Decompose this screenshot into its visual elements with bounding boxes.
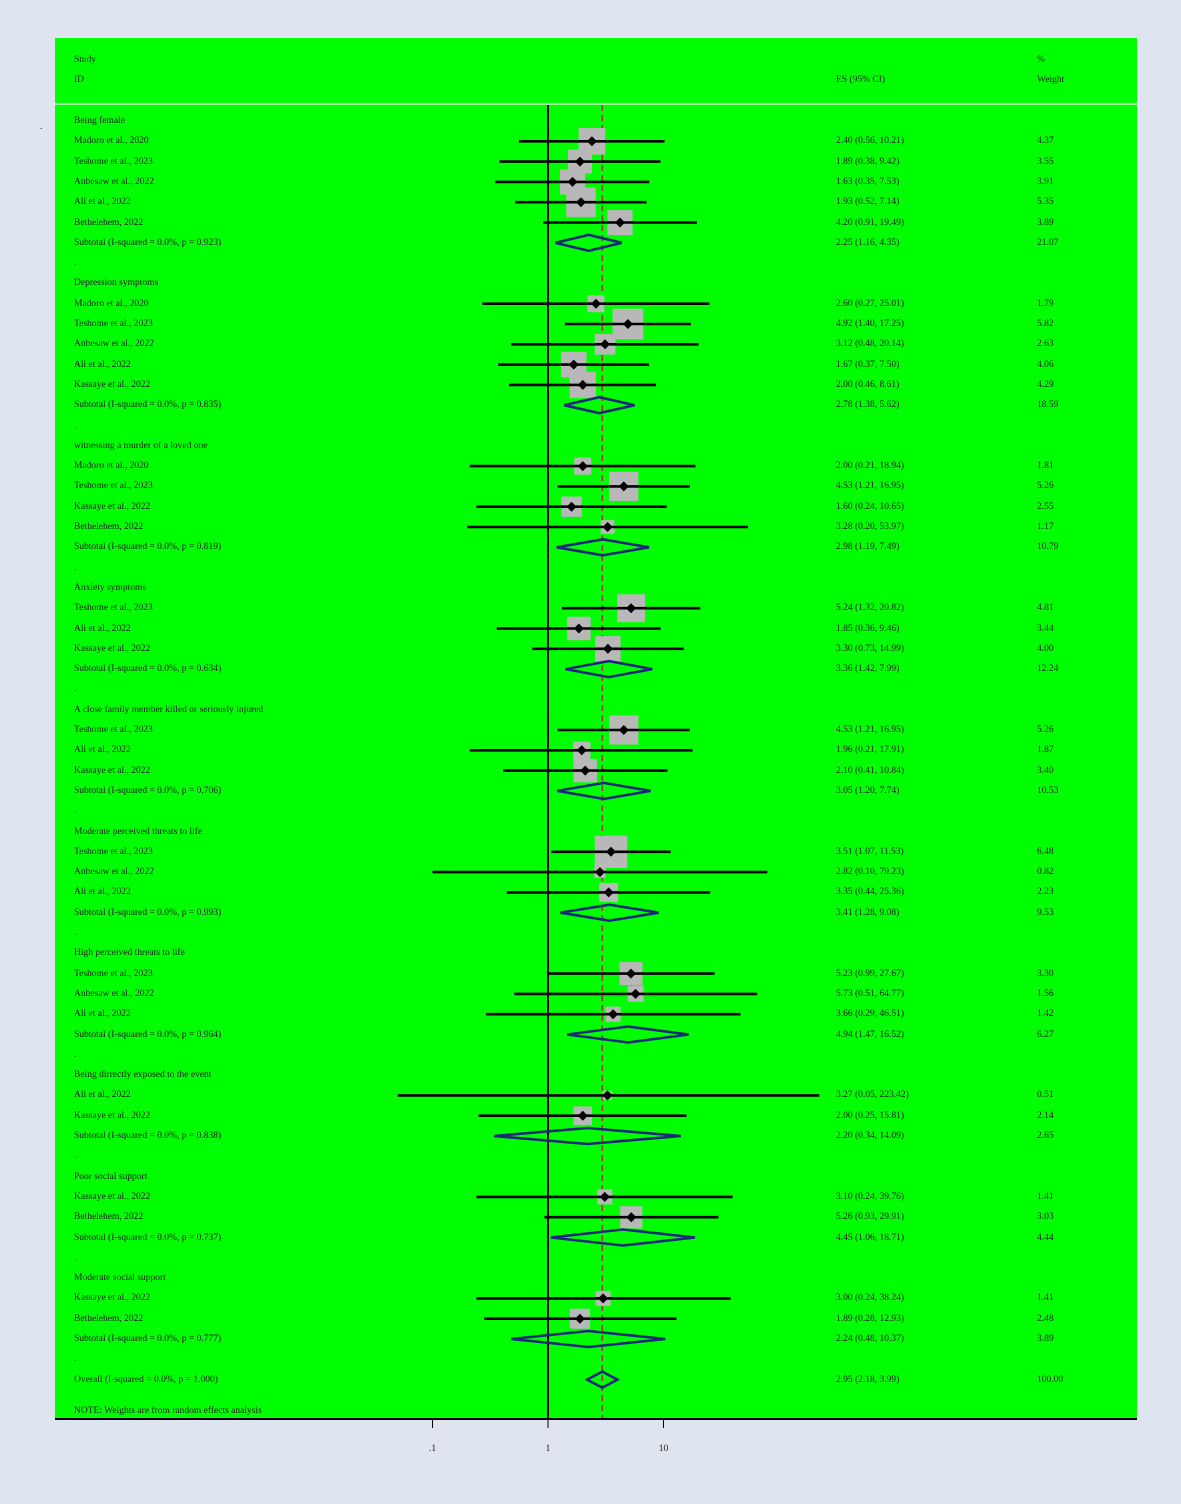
- subtotal-label: Subtotal (I-squared = 0.0%, p = 0.819): [74, 542, 222, 553]
- weight-value: 2.55: [1037, 501, 1054, 512]
- es-ci-value: 5.24 (1.32, 20.82): [836, 603, 905, 614]
- weight-value: 2.65: [1037, 1131, 1054, 1141]
- study-label: Teshome et al., 2023: [74, 156, 153, 167]
- study-label: Anbesaw et al., 2022: [74, 339, 154, 350]
- es-ci-value: 3.30 (0.73, 14.99): [836, 643, 905, 654]
- es-ci-value: 2.78 (1.38, 5.62): [836, 400, 900, 411]
- es-ci-value: 1.63 (0.35, 7.53): [836, 176, 900, 187]
- study-label: Ali et al., 2022: [74, 197, 131, 208]
- weight-value: 1.79: [1037, 298, 1054, 309]
- es-ci-value: 3.28 (0.20, 53.97): [836, 522, 905, 532]
- study-label: Ali et al., 2022: [74, 1009, 131, 1020]
- es-ci-value: 3.41 (1.28, 9.08): [836, 907, 900, 918]
- es-ci-value: 3.51 (1.07, 11.53): [836, 846, 904, 857]
- weight-value: 1.56: [1037, 988, 1054, 999]
- x-tick-label: 1: [545, 1444, 551, 1454]
- weight-value: 1.41: [1037, 1293, 1054, 1304]
- es-ci-value: 3.27 (0.05, 223.42): [836, 1090, 909, 1101]
- study-label: Madoro et al., 2020: [74, 461, 149, 472]
- overall-label: Overall (I-squared = 0.0%, p = 1.000): [74, 1374, 218, 1385]
- es-ci-value: 1.67 (0.37, 7.50): [836, 359, 900, 370]
- study-label: Anbesaw et al., 2022: [74, 176, 154, 187]
- es-ci-value: 2.00 (0.21, 18.94): [836, 461, 905, 472]
- header-es: ES (95% CI): [836, 75, 886, 85]
- group-label: Being female: [74, 116, 125, 126]
- study-label: Ali et al., 2022: [74, 359, 131, 370]
- subtotal-diamond: [511, 1331, 665, 1347]
- es-ci-value: 1.93 (0.52, 7.14): [836, 197, 900, 208]
- es-ci-value: 2.20 (0.34, 14.09): [836, 1131, 905, 1141]
- study-label: Teshome et al., 2023: [74, 846, 153, 857]
- subtotal-label: Subtotal (I-squared = 0.0%, p = 0.634): [74, 664, 222, 675]
- weight-value: 2.63: [1037, 339, 1054, 350]
- subtotal-label: Subtotal (I-squared = 0.0%, p = 0.838): [74, 1131, 222, 1141]
- weight-value: 5.26: [1037, 725, 1054, 735]
- es-ci-value: 2.10 (0.41, 10.84): [836, 765, 905, 776]
- subtotal-label: Subtotal (I-squared = 0.0%, p = 0.737): [74, 1232, 222, 1243]
- study-label: Madoro et al., 2020: [74, 136, 149, 147]
- header-weight: Weight: [1037, 75, 1065, 85]
- study-label: Teshome et al., 2023: [74, 481, 153, 492]
- subtotal-diamond: [494, 1128, 681, 1144]
- subtotal-diamond: [557, 783, 651, 799]
- study-label: Kassaye et al., 2022: [74, 765, 151, 776]
- subtotal-diamond: [566, 661, 653, 677]
- weight-value: 4.81: [1037, 603, 1054, 614]
- weight-value: 2.23: [1037, 887, 1054, 898]
- weight-value: 2.48: [1037, 1313, 1054, 1324]
- weight-value: 4.06: [1037, 359, 1054, 370]
- study-label: Madoro et al., 2020: [74, 298, 149, 309]
- study-label: Kassaye et al., 2022: [74, 1293, 151, 1304]
- weight-value: 1.41: [1037, 1191, 1054, 1202]
- subtotal-label: Subtotal (I-squared = 0.0%, p = 0.706): [74, 785, 222, 796]
- es-ci-value: 2.40 (0.56, 10.21): [836, 136, 905, 147]
- weight-value: 3.40: [1037, 765, 1054, 776]
- subtotal-label: Subtotal (I-squared = 0.0%, p = 0.923): [74, 237, 222, 248]
- es-ci-value: 2.00 (0.46, 8.61): [836, 379, 900, 390]
- weight-value: 21.07: [1037, 237, 1059, 248]
- es-ci-value: 2.00 (0.25, 15.81): [836, 1110, 905, 1121]
- study-label: Bethelehem, 2022: [74, 217, 144, 228]
- weight-value: 4.44: [1037, 1232, 1054, 1243]
- subtotal-diamond: [564, 397, 634, 413]
- weight-value: 1.81: [1037, 461, 1054, 472]
- study-label: Bethelehem, 2022: [74, 1313, 144, 1324]
- weight-value: 4.29: [1037, 379, 1054, 390]
- weight-value: 5.26: [1037, 481, 1054, 492]
- subtotal-label: Subtotal (I-squared = 0.0%, p = 0.964): [74, 1029, 222, 1040]
- x-tick-label: .1: [428, 1444, 437, 1454]
- spacer-dot: .: [74, 1354, 77, 1365]
- es-ci-value: 3.66 (0.29, 46.51): [836, 1009, 905, 1020]
- subtotal-label: Subtotal (I-squared = 0.0%, p = 0.993): [74, 907, 222, 918]
- es-ci-value: 3.00 (0.24, 38.24): [836, 1293, 905, 1304]
- weight-value: 10.79: [1037, 542, 1059, 553]
- group-label: Moderate social support: [74, 1273, 166, 1284]
- es-ci-value: 2.98 (1.19, 7.49): [836, 542, 900, 553]
- study-label: Ali et al., 2022: [74, 887, 131, 898]
- study-label: Kassaye et al., 2022: [74, 501, 151, 512]
- es-ci-value: 4.53 (1.21, 16.95): [836, 725, 905, 735]
- es-ci-value: 1.96 (0.21, 17.91): [836, 745, 905, 756]
- weight-value: 3.89: [1037, 1334, 1054, 1344]
- note-text: NOTE: Weights are from random effects analysis: [74, 1406, 262, 1416]
- group-label: High perceived threats to life: [74, 948, 185, 959]
- subtotal-diamond: [555, 235, 621, 251]
- subtotal-label: Subtotal (I-squared = 0.0%, p = 0.777): [74, 1334, 222, 1344]
- study-label: Kassaye et al., 2022: [74, 1191, 151, 1202]
- study-label: Teshome et al., 2023: [74, 968, 153, 979]
- study-label: Ali et al., 2022: [74, 623, 131, 634]
- weight-value: 18.59: [1037, 400, 1059, 411]
- subtotal-label: Subtotal (I-squared = 0.0%, p = 0.835): [74, 400, 222, 411]
- group-label: Being dirrectly exposed to the event: [74, 1070, 212, 1081]
- group-label: witnessing a murder of a loved one: [74, 440, 208, 451]
- es-ci-value: 3.36 (1.42, 7.99): [836, 664, 900, 675]
- es-ci-value: 2.24 (0.48, 10.37): [836, 1334, 905, 1344]
- es-ci-value: 5.23 (0.99, 27.67): [836, 968, 905, 979]
- weight-value: 1.87: [1037, 745, 1054, 756]
- es-ci-value: 3.35 (0.44, 25.36): [836, 887, 905, 898]
- header-id: ID: [74, 75, 85, 85]
- es-ci-value: 1.60 (0.24, 10.65): [836, 501, 905, 512]
- weight-value: 3.55: [1037, 156, 1054, 167]
- es-ci-value: 1.85 (0.36, 9.46): [836, 623, 900, 634]
- es-ci-value: 2.25 (1.16, 4.35): [836, 237, 900, 248]
- study-label: Kassaye et al., 2022: [74, 379, 151, 390]
- weight-value: 5.82: [1037, 319, 1054, 329]
- weight-value: 6.48: [1037, 846, 1054, 857]
- weight-value: 3.91: [1037, 176, 1054, 187]
- spacer-dot: .: [74, 806, 77, 817]
- spacer-dot: .: [74, 928, 77, 938]
- study-label: Anbesaw et al., 2022: [74, 867, 154, 878]
- group-label: Moderate perceived threats to life: [74, 826, 203, 837]
- weight-value: 4.37: [1037, 136, 1054, 147]
- study-label: Teshome et al., 2023: [74, 725, 153, 735]
- spacer-dot: .: [74, 420, 77, 431]
- study-label: Bethelehem, 2022: [74, 1212, 144, 1223]
- es-ci-value: 4.92 (1.40, 17.25): [836, 319, 905, 329]
- weight-value: 1.17: [1037, 522, 1054, 532]
- subtotal-diamond: [551, 1230, 695, 1246]
- es-ci-value: 3.12 (0.48, 20.14): [836, 339, 905, 350]
- weight-value: 9.53: [1037, 907, 1054, 918]
- group-label: Depression symptoms: [74, 278, 159, 289]
- es-ci-value: 5.26 (0.93, 29.91): [836, 1212, 905, 1223]
- subtotal-diamond: [560, 905, 658, 921]
- weight-value: 1.42: [1037, 1009, 1054, 1020]
- group-label: A close family member killed or seriously injured: [74, 704, 264, 715]
- weight-value: 0.82: [1037, 867, 1054, 878]
- weight-value: 10.53: [1037, 785, 1059, 796]
- study-label: Kassaye et al., 2022: [74, 1110, 151, 1121]
- es-ci-value: 2.82 (0.10, 79.23): [836, 867, 905, 878]
- header-study: Study: [74, 55, 97, 65]
- weight-value: 4.00: [1037, 643, 1054, 654]
- x-tick-label: 10: [658, 1444, 669, 1454]
- subtotal-diamond: [567, 1027, 688, 1043]
- study-label: Bethelehem, 2022: [74, 522, 144, 532]
- weight-value: 3.30: [1037, 968, 1054, 979]
- weight-value: 12.24: [1037, 664, 1059, 675]
- spacer-dot: .: [74, 1049, 77, 1060]
- spacer-dot: .: [74, 258, 77, 269]
- weight-value: 3.03: [1037, 1212, 1054, 1223]
- spacer-dot: .: [74, 562, 77, 573]
- spacer-dot: .: [74, 684, 77, 695]
- study-label: Teshome et al., 2023: [74, 603, 153, 614]
- study-label: Ali et al., 2022: [74, 745, 131, 756]
- group-label: Poor social support: [74, 1171, 148, 1182]
- study-label: Anbesaw et al., 2022: [74, 988, 154, 999]
- es-ci-value: 4.20 (0.91, 19.49): [836, 217, 905, 228]
- weight-value: 6.27: [1037, 1029, 1054, 1040]
- group-label: Anxiety symptoms: [74, 582, 147, 593]
- study-label: Teshome et al., 2023: [74, 319, 153, 329]
- stray-dot: .: [40, 121, 43, 132]
- es-ci-value: 1.89 (0.28, 12.93): [836, 1313, 905, 1324]
- weight-value: 100.00: [1037, 1374, 1064, 1385]
- es-ci-value: 1.89 (0.38, 9.42): [836, 156, 900, 167]
- weight-value: 2.14: [1037, 1110, 1054, 1121]
- es-ci-value: 3.10 (0.24, 39.76): [836, 1191, 905, 1202]
- es-ci-value: 2.60 (0.27, 25.01): [836, 298, 905, 309]
- study-label: Kassaye et al., 2022: [74, 643, 151, 654]
- header-percent: %: [1037, 55, 1045, 65]
- study-label: Ali et al., 2022: [74, 1090, 131, 1101]
- spacer-dot: .: [74, 1151, 77, 1162]
- weight-value: 0.51: [1037, 1090, 1054, 1101]
- es-ci-value: 5.73 (0.51, 64.77): [836, 988, 905, 999]
- es-ci-value: 2.95 (2.18, 3.99): [836, 1374, 900, 1385]
- weight-value: 3.89: [1037, 217, 1054, 228]
- es-ci-value: 3.05 (1.20, 7.74): [836, 785, 900, 796]
- spacer-dot: .: [74, 1252, 77, 1263]
- es-ci-value: 4.45 (1.06, 18.71): [836, 1232, 905, 1243]
- es-ci-value: 4.94 (1.47, 16.52): [836, 1029, 905, 1040]
- es-ci-value: 4.53 (1.21, 16.95): [836, 481, 905, 492]
- weight-value: 5.35: [1037, 197, 1054, 208]
- weight-value: 3.44: [1037, 623, 1054, 634]
